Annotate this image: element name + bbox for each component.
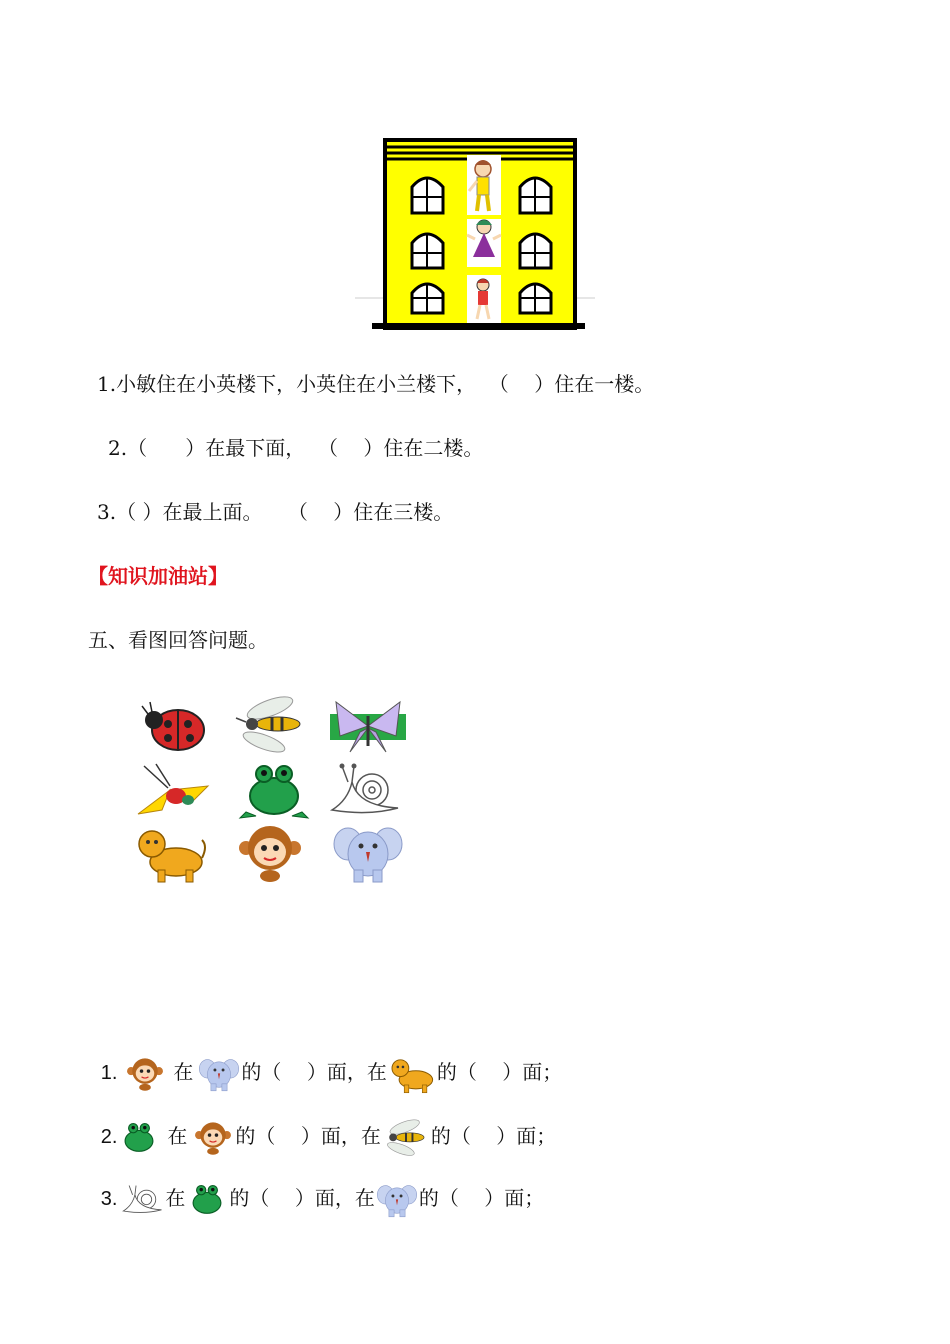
building-question-1: 1.小敏住在小英楼下，小英住在小兰楼下， （ ）住在一楼。	[97, 372, 655, 396]
snail-icon	[328, 760, 404, 822]
frog-icon	[185, 1180, 229, 1220]
question-text: 的（ ）面；	[430, 1124, 557, 1148]
lion-icon	[132, 822, 208, 884]
question-text: 的（ ）面，在	[235, 1124, 381, 1148]
question-text: 在	[173, 1060, 194, 1084]
monkey-icon	[232, 822, 308, 884]
question-text: 的（ ）面；	[436, 1060, 563, 1084]
building-question-2: 2.（ ）在最下面， （ ）住在二楼。	[108, 436, 484, 460]
elephant-icon	[375, 1180, 419, 1220]
animal-question-3	[88, 1123, 544, 1224]
question-text: 的（ ）面，在	[229, 1186, 375, 1210]
firefly-icon	[134, 760, 210, 822]
elephant-icon	[330, 822, 406, 884]
snail-icon	[121, 1180, 165, 1220]
question-text: 在	[167, 1124, 188, 1148]
section-5-title: 五、看图回答问题。	[88, 628, 268, 652]
bee-icon	[234, 694, 310, 756]
frog-icon	[236, 760, 312, 822]
knowledge-heading: 【知识加油站】	[88, 564, 228, 588]
question-number: 1.	[100, 1062, 118, 1084]
question-text: 的（ ）面，在	[241, 1060, 387, 1084]
question-number: 2.	[100, 1126, 118, 1148]
building-question-3: 3.（ ）在最上面。 （ ）住在三楼。	[97, 500, 454, 524]
ladybug-icon	[138, 696, 214, 758]
butterfly-icon	[330, 696, 406, 758]
question-text: 在	[165, 1186, 186, 1210]
question-number: 3.	[100, 1188, 118, 1210]
building-picture	[355, 135, 595, 335]
question-text: 的（ ）面；	[418, 1186, 545, 1210]
